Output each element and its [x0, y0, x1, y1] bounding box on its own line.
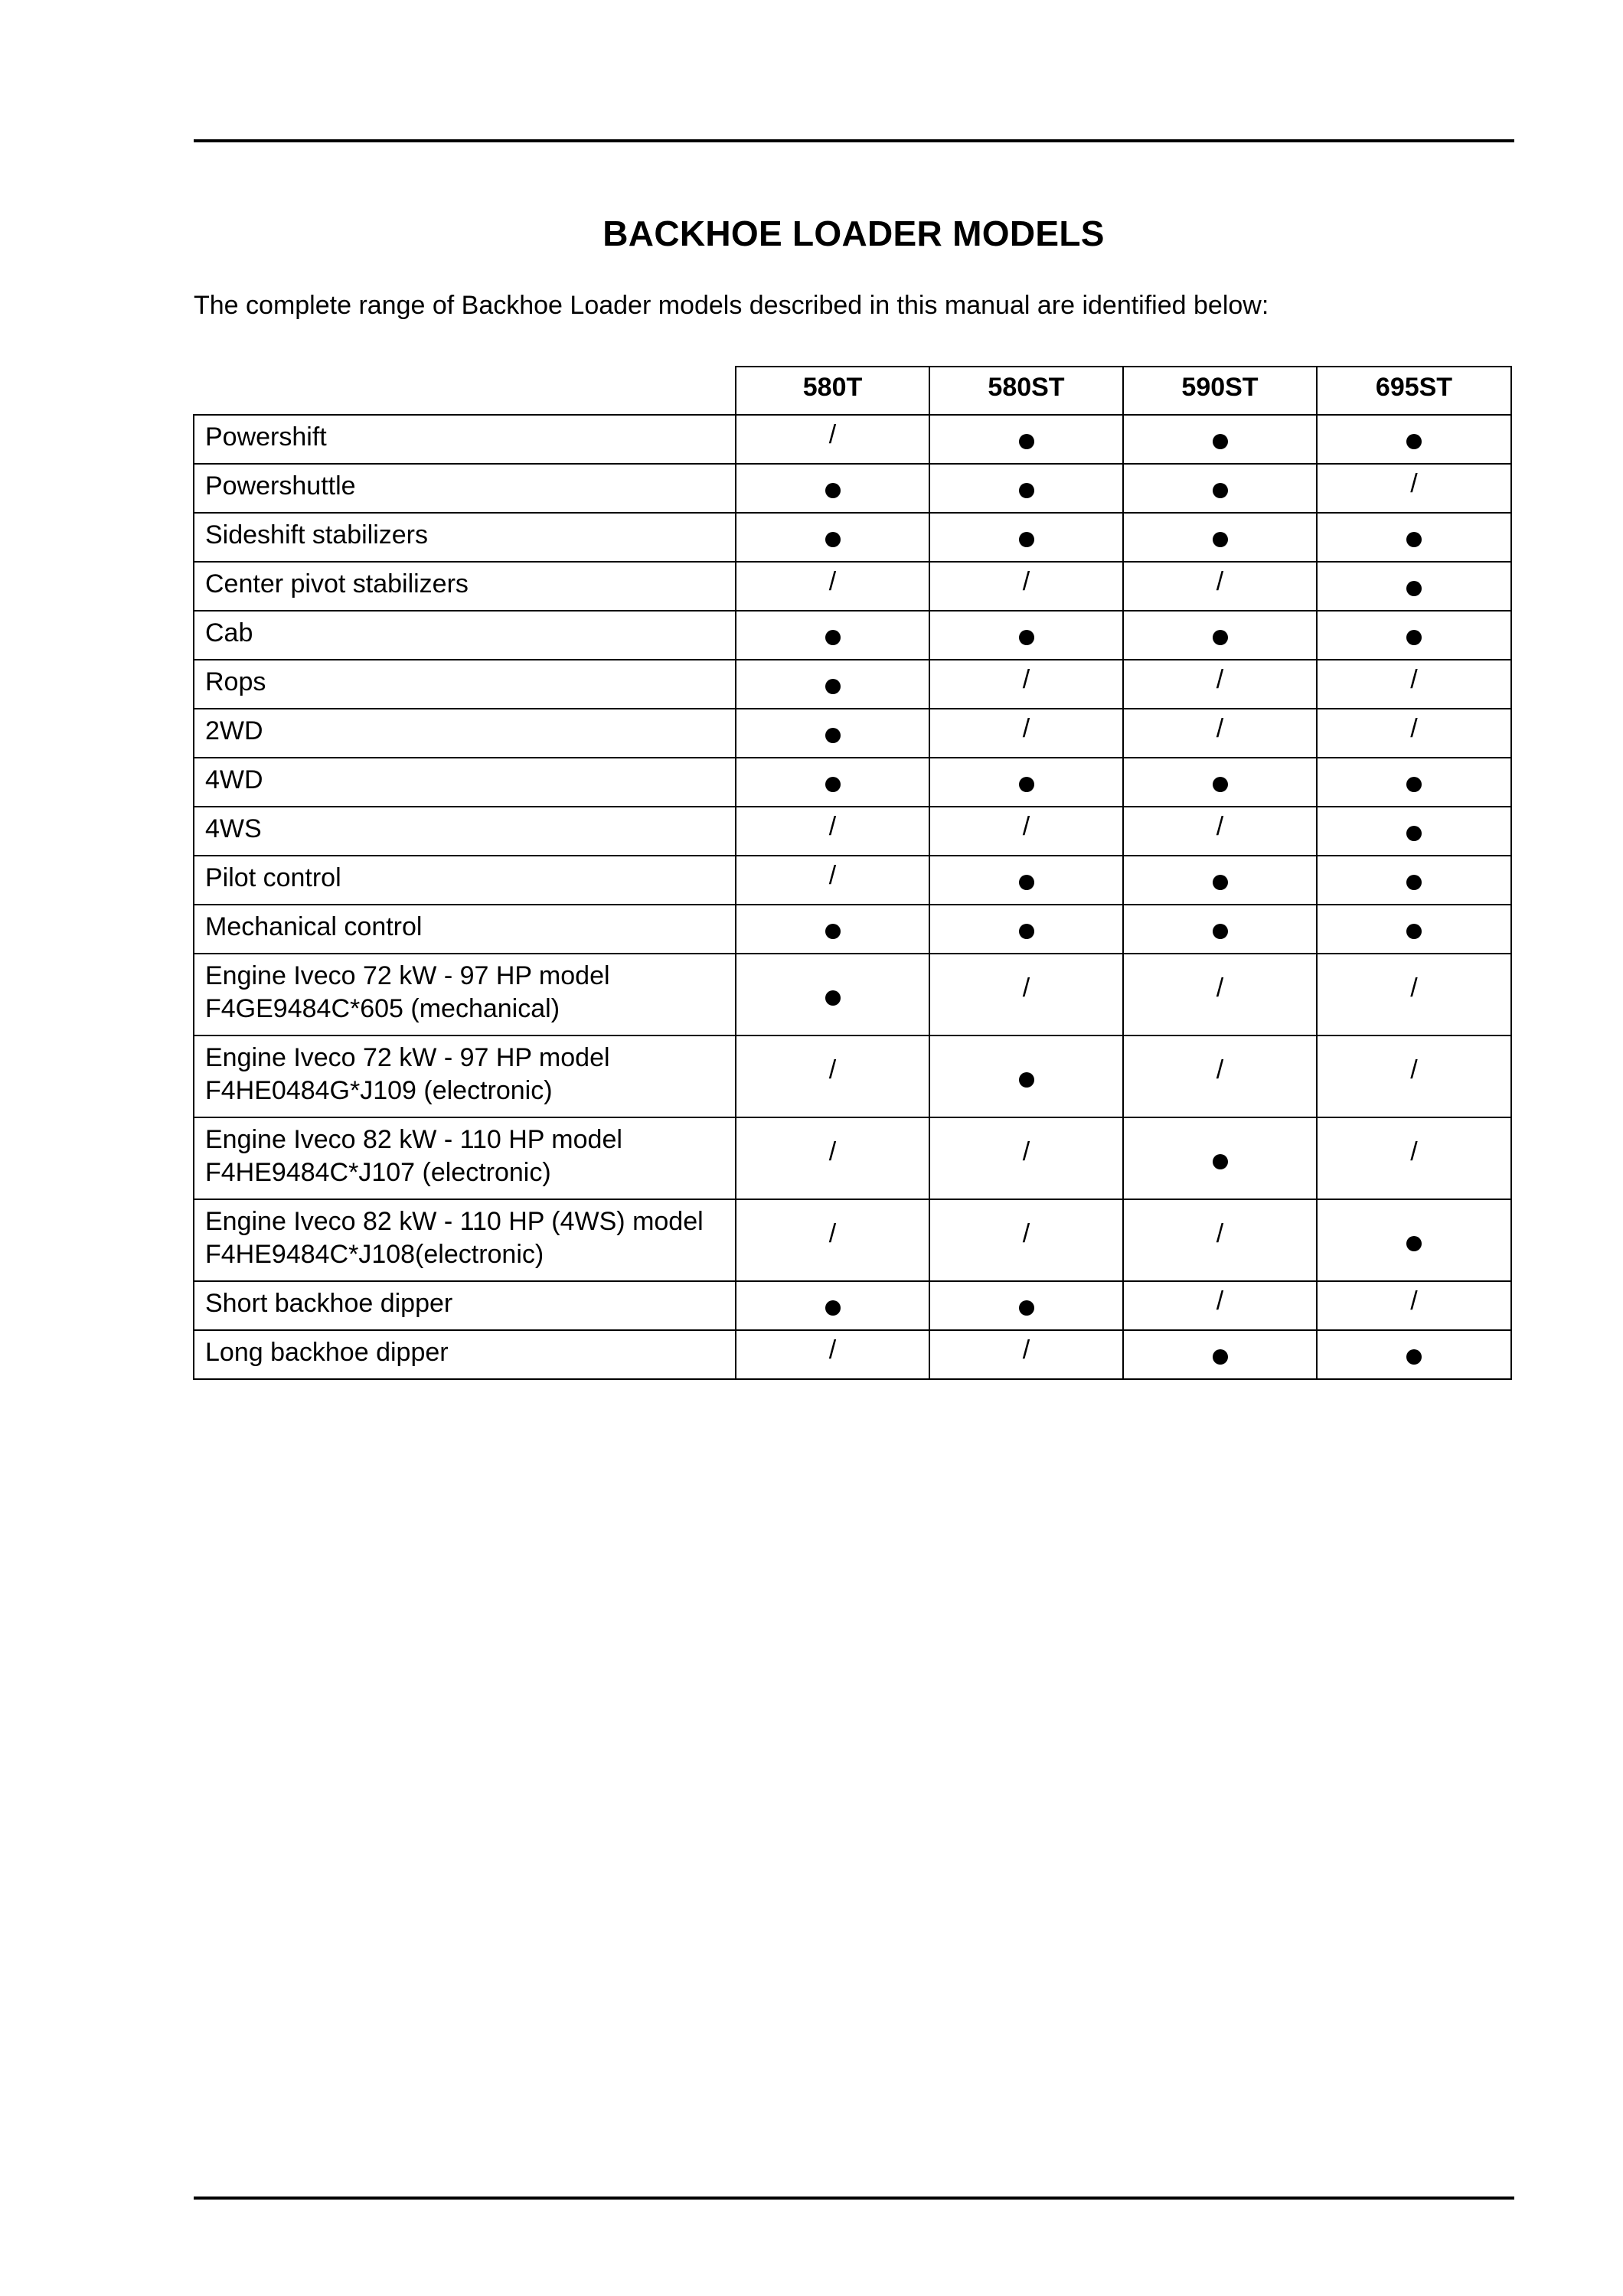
not-available-mark: / — [1022, 811, 1030, 841]
value-cell — [736, 415, 929, 464]
not-available-mark: / — [1022, 1219, 1030, 1248]
table-row — [194, 1330, 1511, 1379]
not-available-mark: / — [1022, 974, 1030, 1003]
value-cell — [1317, 1035, 1511, 1117]
available-dot-icon — [1213, 483, 1228, 498]
value-cell — [1317, 709, 1511, 758]
not-available-mark: / — [1410, 664, 1418, 694]
row-label-line: 2WD — [205, 716, 263, 745]
not-available-mark: / — [1216, 974, 1224, 1003]
available-dot-icon — [1019, 1072, 1034, 1088]
not-available-mark: / — [1022, 566, 1030, 596]
value-cell — [929, 954, 1123, 1035]
not-available-mark: / — [1022, 664, 1030, 694]
not-available-mark: / — [1216, 1055, 1224, 1084]
value-cell — [929, 562, 1123, 611]
available-dot-icon — [1406, 581, 1422, 596]
row-label-line: 4WD — [205, 765, 263, 794]
table-row — [194, 1281, 1511, 1330]
available-dot-icon — [1406, 1349, 1422, 1365]
value-cell — [736, 1281, 929, 1330]
not-available-mark: / — [1022, 1137, 1030, 1166]
not-available-mark: / — [828, 860, 837, 890]
value-cell — [929, 1330, 1123, 1379]
available-dot-icon — [1213, 434, 1228, 449]
value-cell — [1317, 954, 1511, 1035]
row-label-line: Engine Iveco 82 kW - 110 HP (4WS) model — [205, 1207, 704, 1236]
row-label-line: Engine Iveco 72 kW - 97 HP model — [205, 1043, 610, 1072]
not-available-mark: / — [1410, 974, 1418, 1003]
value-cell — [1317, 562, 1511, 611]
row-label-line: Engine Iveco 72 kW - 97 HP model — [205, 961, 610, 990]
row-label-line-2: F4HE9484C*J108(electronic) — [205, 1240, 544, 1269]
available-dot-icon — [825, 990, 841, 1006]
not-available-mark: / — [1216, 811, 1224, 841]
not-available-mark: / — [1216, 664, 1224, 694]
table-row — [194, 611, 1511, 660]
row-label-line: Mechanical control — [205, 912, 423, 941]
value-cell — [1317, 856, 1511, 905]
value-cell — [1317, 513, 1511, 562]
table-row — [194, 513, 1511, 562]
table-row — [194, 464, 1511, 513]
value-cell — [1123, 1199, 1317, 1281]
row-label — [194, 954, 736, 1035]
value-cell — [736, 807, 929, 856]
value-cell — [1123, 415, 1317, 464]
available-dot-icon — [1406, 630, 1422, 645]
available-dot-icon — [1406, 924, 1422, 939]
row-label — [194, 709, 736, 758]
available-dot-icon — [1406, 777, 1422, 792]
value-cell — [1123, 1281, 1317, 1330]
value-cell — [1123, 807, 1317, 856]
not-available-mark: / — [1022, 713, 1030, 743]
intro-text: The complete range of Backhoe Loader models described in this manual are identified below: — [194, 291, 1269, 320]
available-dot-icon — [825, 630, 841, 645]
available-dot-icon — [1406, 875, 1422, 890]
value-cell — [1123, 464, 1317, 513]
not-available-mark: / — [828, 566, 837, 596]
value-cell — [929, 1281, 1123, 1330]
row-label — [194, 611, 736, 660]
value-cell — [736, 1035, 929, 1117]
column-header-580t: 580T — [736, 367, 929, 415]
value-cell — [736, 856, 929, 905]
not-available-mark: / — [828, 1055, 837, 1084]
table-row — [194, 660, 1511, 709]
available-dot-icon — [1019, 875, 1034, 890]
row-label — [194, 807, 736, 856]
row-label — [194, 464, 736, 513]
page-title: BACKHOE LOADER MODELS — [603, 214, 1105, 253]
value-cell — [1317, 464, 1511, 513]
not-available-mark: / — [828, 419, 837, 449]
value-cell — [929, 758, 1123, 807]
available-dot-icon — [825, 483, 841, 498]
bottom-rule — [194, 2197, 1514, 2200]
available-dot-icon — [825, 777, 841, 792]
table-row — [194, 1035, 1511, 1117]
value-cell — [736, 954, 929, 1035]
row-label — [194, 415, 736, 464]
value-cell — [736, 1199, 929, 1281]
value-cell — [929, 1199, 1123, 1281]
value-cell — [736, 611, 929, 660]
row-label-line: 4WS — [205, 814, 262, 843]
not-available-mark: / — [1410, 468, 1418, 498]
row-label-line: Sideshift stabilizers — [205, 520, 429, 550]
available-dot-icon — [1019, 483, 1034, 498]
value-cell — [1123, 660, 1317, 709]
row-label — [194, 905, 736, 954]
table-row — [194, 1117, 1511, 1199]
value-cell — [1123, 856, 1317, 905]
not-available-mark: / — [828, 1335, 837, 1365]
value-cell — [736, 758, 929, 807]
value-cell — [1317, 1281, 1511, 1330]
column-header-695st: 695ST — [1317, 367, 1511, 415]
value-cell — [929, 415, 1123, 464]
table-row — [194, 758, 1511, 807]
value-cell — [1123, 1330, 1317, 1379]
value-cell — [1317, 1199, 1511, 1281]
table-header-row — [194, 367, 1511, 415]
table-row — [194, 856, 1511, 905]
value-cell — [1317, 611, 1511, 660]
row-label-line: Pilot control — [205, 863, 341, 892]
not-available-mark: / — [1216, 566, 1224, 596]
value-cell — [929, 856, 1123, 905]
value-cell — [929, 1035, 1123, 1117]
column-header-590st: 590ST — [1123, 367, 1317, 415]
row-label-line: Powershift — [205, 422, 327, 452]
value-cell — [1317, 660, 1511, 709]
available-dot-icon — [1213, 777, 1228, 792]
value-cell — [1123, 513, 1317, 562]
header-blank-cell — [194, 367, 736, 415]
available-dot-icon — [825, 679, 841, 694]
value-cell — [1123, 954, 1317, 1035]
value-cell — [929, 611, 1123, 660]
value-cell — [736, 660, 929, 709]
available-dot-icon — [1019, 532, 1034, 547]
row-label — [194, 1330, 736, 1379]
value-cell — [929, 513, 1123, 562]
not-available-mark: / — [1216, 1286, 1224, 1316]
value-cell — [929, 709, 1123, 758]
row-label-line: Cab — [205, 618, 253, 647]
not-available-mark: / — [1410, 1055, 1418, 1084]
available-dot-icon — [1213, 532, 1228, 547]
row-label — [194, 856, 736, 905]
row-label — [194, 1199, 736, 1281]
row-label-line: Long backhoe dipper — [205, 1338, 449, 1367]
available-dot-icon — [1406, 826, 1422, 841]
row-label — [194, 1281, 736, 1330]
value-cell — [736, 709, 929, 758]
row-label-line-2: F4HE0484G*J109 (electronic) — [205, 1076, 553, 1105]
not-available-mark: / — [1410, 1137, 1418, 1166]
top-rule — [194, 139, 1514, 142]
value-cell — [736, 513, 929, 562]
value-cell — [1123, 1035, 1317, 1117]
available-dot-icon — [1019, 630, 1034, 645]
not-available-mark: / — [828, 1137, 837, 1166]
value-cell — [1123, 905, 1317, 954]
row-label-line: Engine Iveco 82 kW - 110 HP model — [205, 1125, 622, 1154]
available-dot-icon — [1019, 924, 1034, 939]
row-label — [194, 562, 736, 611]
available-dot-icon — [825, 1300, 841, 1316]
available-dot-icon — [1019, 1300, 1034, 1316]
available-dot-icon — [1406, 1236, 1422, 1251]
row-label — [194, 1117, 736, 1199]
not-available-mark: / — [1022, 1335, 1030, 1365]
row-label — [194, 513, 736, 562]
row-label — [194, 758, 736, 807]
value-cell — [929, 905, 1123, 954]
value-cell — [1123, 709, 1317, 758]
available-dot-icon — [825, 924, 841, 939]
not-available-mark: / — [1216, 713, 1224, 743]
value-cell — [1317, 415, 1511, 464]
table-row — [194, 954, 1511, 1035]
value-cell — [736, 562, 929, 611]
not-available-mark: / — [1216, 1219, 1224, 1248]
available-dot-icon — [1019, 777, 1034, 792]
row-label — [194, 1035, 736, 1117]
value-cell — [1123, 562, 1317, 611]
column-header-580st: 580ST — [929, 367, 1123, 415]
row-label-line: Center pivot stabilizers — [205, 569, 469, 598]
table-row — [194, 905, 1511, 954]
models-table-body — [194, 367, 1511, 1379]
row-label-line: Rops — [205, 667, 266, 696]
row-label-line: Powershuttle — [205, 471, 356, 501]
value-cell — [929, 660, 1123, 709]
available-dot-icon — [1213, 875, 1228, 890]
table-row — [194, 562, 1511, 611]
row-label-line-2: F4HE9484C*J107 (electronic) — [205, 1158, 551, 1187]
not-available-mark: / — [828, 1219, 837, 1248]
value-cell — [1123, 1117, 1317, 1199]
available-dot-icon — [1213, 1349, 1228, 1365]
value-cell — [1123, 758, 1317, 807]
value-cell — [1317, 807, 1511, 856]
value-cell — [1123, 611, 1317, 660]
available-dot-icon — [1406, 434, 1422, 449]
value-cell — [1317, 905, 1511, 954]
value-cell — [929, 464, 1123, 513]
not-available-mark: / — [1410, 713, 1418, 743]
not-available-mark: / — [828, 811, 837, 841]
value-cell — [1317, 1330, 1511, 1379]
table-row — [194, 807, 1511, 856]
value-cell — [1317, 758, 1511, 807]
value-cell — [736, 464, 929, 513]
value-cell — [736, 1330, 929, 1379]
not-available-mark: / — [1410, 1286, 1418, 1316]
value-cell — [736, 1117, 929, 1199]
value-cell — [736, 905, 929, 954]
value-cell — [929, 807, 1123, 856]
available-dot-icon — [825, 728, 841, 743]
row-label-line-2: F4GE9484C*605 (mechanical) — [205, 994, 560, 1023]
table-row — [194, 709, 1511, 758]
value-cell — [1317, 1117, 1511, 1199]
models-table — [193, 366, 1512, 1380]
table-row — [194, 415, 1511, 464]
row-label — [194, 660, 736, 709]
row-label-line: Short backhoe dipper — [205, 1289, 453, 1318]
available-dot-icon — [1019, 434, 1034, 449]
available-dot-icon — [1406, 532, 1422, 547]
available-dot-icon — [1213, 630, 1228, 645]
table-row — [194, 1199, 1511, 1281]
available-dot-icon — [1213, 1154, 1228, 1169]
available-dot-icon — [1213, 924, 1228, 939]
value-cell — [929, 1117, 1123, 1199]
available-dot-icon — [825, 532, 841, 547]
